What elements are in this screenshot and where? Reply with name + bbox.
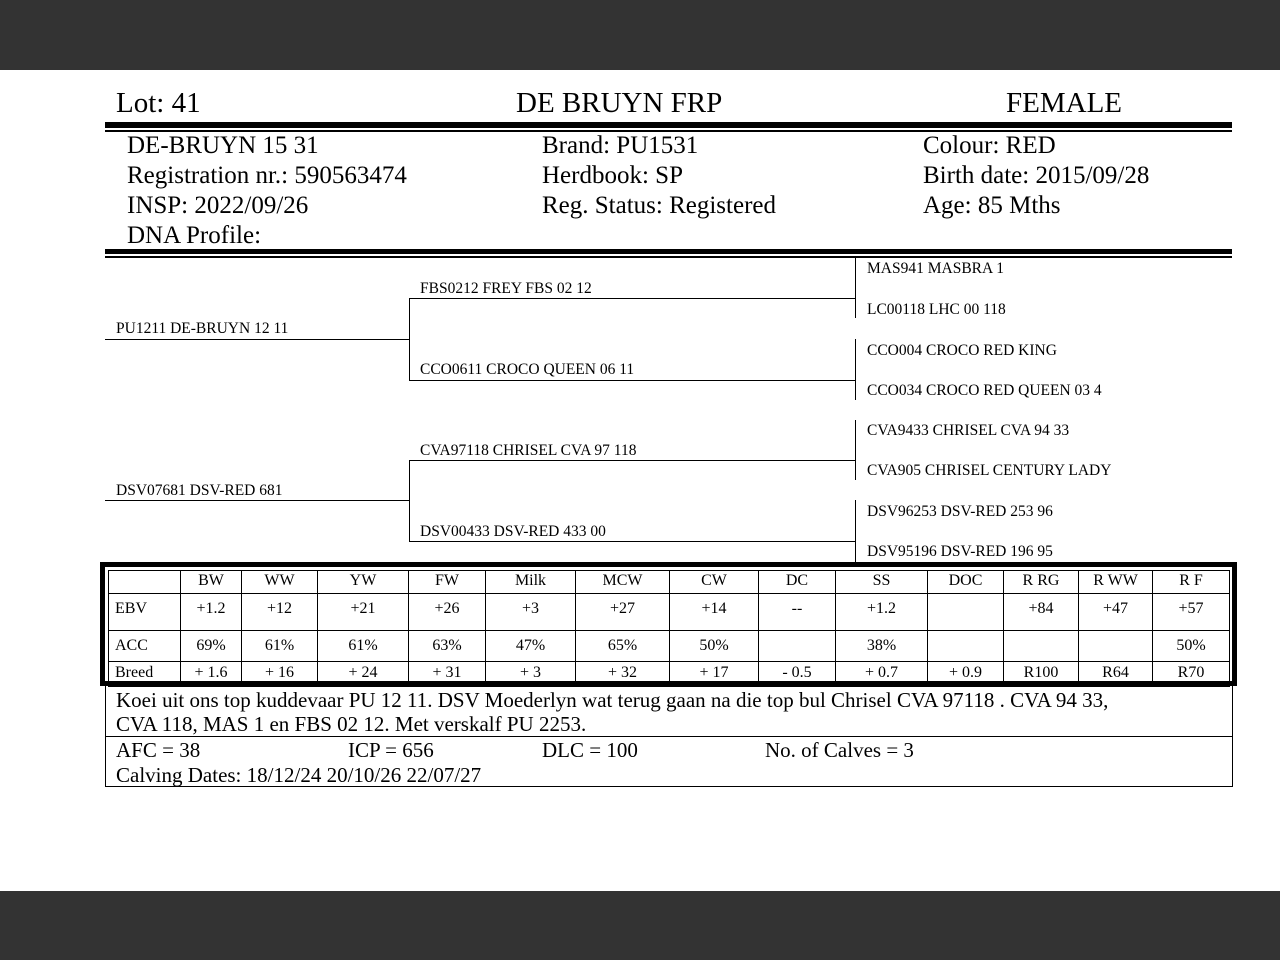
info-thick-rule <box>105 249 1232 254</box>
ebv-table <box>108 570 1230 687</box>
colour: Colour: RED <box>923 132 1056 159</box>
acc-cell: 61% <box>318 631 409 662</box>
ebv-header-cell: WW <box>242 571 318 594</box>
ebv-cell: +47 <box>1079 594 1153 631</box>
pedigree-sire: PU1211 DE-BRUYN 12 11 <box>116 320 289 337</box>
ebv-header-cell: CW <box>670 571 759 594</box>
registration-number: Registration nr.: 590563474 <box>127 162 407 189</box>
acc-cell <box>759 631 836 662</box>
brand: Brand: PU1531 <box>542 132 699 159</box>
acc-cell <box>1079 631 1153 662</box>
ebv-header-cell: MCW <box>576 571 670 594</box>
breed-cell: R100 <box>1004 662 1079 687</box>
ebv-cell: +1.2 <box>181 594 242 631</box>
ebv-cell: +1.2 <box>836 594 928 631</box>
lot-number: Lot: 41 <box>116 87 201 119</box>
ggp-connector-3 <box>855 420 856 480</box>
calving-dates: Calving Dates: 18/12/24 20/10/26 22/07/27 <box>116 763 482 787</box>
acc-cell: 50% <box>1153 631 1230 662</box>
breed-cell: + 32 <box>576 662 670 687</box>
dlc-value: DLC = 100 <box>542 738 638 762</box>
pedigree-ggp-6: CVA905 CHRISEL CENTURY LADY <box>867 462 1112 479</box>
ebv-table-box <box>100 562 1237 686</box>
ebv-row <box>109 594 1230 631</box>
ebv-cell: +27 <box>576 594 670 631</box>
acc-cell: 63% <box>409 631 486 662</box>
registration-status: Reg. Status: Registered <box>542 192 776 219</box>
ebv-cell: +12 <box>242 594 318 631</box>
breed-cell: + 16 <box>242 662 318 687</box>
acc-cell: 38% <box>836 631 928 662</box>
acc-cell: 61% <box>242 631 318 662</box>
ebv-cell: +14 <box>670 594 759 631</box>
acc-row <box>109 631 1230 662</box>
ebv-header-cell: R RG <box>1004 571 1079 594</box>
dam-connector <box>409 460 410 541</box>
pedigree-sire-sire: FBS0212 FREY FBS 02 12 <box>420 280 592 297</box>
notes-box <box>105 685 1233 787</box>
calves-count: No. of Calves = 3 <box>765 738 914 762</box>
afc-value: AFC = 38 <box>116 738 201 762</box>
comment-line-2: CVA 118, MAS 1 en FBS 02 12. Met verskalf PU 2253. <box>116 712 587 736</box>
pedigree-dam: DSV07681 DSV-RED 681 <box>116 482 283 499</box>
ebv-header-row <box>109 571 1230 594</box>
breed-cell: + 3 <box>486 662 576 687</box>
top-letterbox-bar <box>0 0 1280 70</box>
acc-cell <box>1004 631 1079 662</box>
acc-cell: 65% <box>576 631 670 662</box>
ebv-row-label: EBV <box>109 594 181 631</box>
ebv-cell: +21 <box>318 594 409 631</box>
acc-cell: 50% <box>670 631 759 662</box>
pedigree-ggp-7: DSV96253 DSV-RED 253 96 <box>867 503 1053 520</box>
pedigree-sire-dam: CCO0611 CROCO QUEEN 06 11 <box>420 361 635 378</box>
pedigree-ggp-2: LC00118 LHC 00 118 <box>867 301 1006 318</box>
ebv-header-cell: DOC <box>928 571 1004 594</box>
ebv-cell <box>928 594 1004 631</box>
sex-label: FEMALE <box>1006 87 1122 119</box>
ebv-cell: +57 <box>1153 594 1230 631</box>
ggp-connector-1 <box>855 258 856 318</box>
sire-connector <box>409 298 410 380</box>
ebv-cell: +26 <box>409 594 486 631</box>
pedigree-dam-dam: DSV00433 DSV-RED 433 00 <box>420 523 606 540</box>
acc-cell <box>928 631 1004 662</box>
ebv-cell: +3 <box>486 594 576 631</box>
ggp-connector-2 <box>855 339 856 400</box>
acc-cell: 69% <box>181 631 242 662</box>
breed-cell: + 0.7 <box>836 662 928 687</box>
herdbook: Herdbook: SP <box>542 162 683 189</box>
pedigree-ggp-8: DSV95196 DSV-RED 196 95 <box>867 543 1053 560</box>
ebv-header-cell: DC <box>759 571 836 594</box>
breed-cell: + 17 <box>670 662 759 687</box>
pedigree-ggp-5: CVA9433 CHRISEL CVA 94 33 <box>867 422 1070 439</box>
breed-cell: + 24 <box>318 662 409 687</box>
inspection-date: INSP: 2022/09/26 <box>127 192 309 219</box>
breed-cell: R70 <box>1153 662 1230 687</box>
animal-name: DE-BRUYN 15 31 <box>127 132 319 159</box>
dna-profile: DNA Profile: <box>127 222 262 249</box>
info-thin-rule <box>105 256 1232 258</box>
acc-cell: 47% <box>486 631 576 662</box>
sire-dam-line <box>409 380 856 381</box>
pedigree-ggp-1: MAS941 MASBRA 1 <box>867 260 1004 277</box>
breed-cell: + 0.9 <box>928 662 1004 687</box>
breeder-name: DE BRUYN FRP <box>516 87 723 119</box>
breed-cell: + 1.6 <box>181 662 242 687</box>
ebv-header-cell: YW <box>318 571 409 594</box>
ebv-header-cell: R WW <box>1079 571 1153 594</box>
breed-cell: + 31 <box>409 662 486 687</box>
dam-dam-line <box>409 541 856 542</box>
breed-cell: R64 <box>1079 662 1153 687</box>
bottom-letterbox-bar <box>0 891 1280 960</box>
ebv-cell: +84 <box>1004 594 1079 631</box>
ebv-header-cell: Milk <box>486 571 576 594</box>
breed-cell: - 0.5 <box>759 662 836 687</box>
dam-sire-line <box>409 460 856 461</box>
acc-row-label: ACC <box>109 631 181 662</box>
ebv-header-cell: BW <box>181 571 242 594</box>
comment-line-1: Koei uit ons top kuddevaar PU 12 11. DSV Moederlyn wat terug gaan na die top bul Chrisel CVA 97118 . CVA 94 33, <box>116 688 1109 712</box>
pedigree-ggp-3: CCO004 CROCO RED KING <box>867 342 1057 359</box>
icp-value: ICP = 656 <box>348 738 434 762</box>
ebv-header-cell <box>109 571 181 594</box>
ebv-header-cell: FW <box>409 571 486 594</box>
birth-date: Birth date: 2015/09/28 <box>923 162 1150 189</box>
dam-line <box>105 500 410 501</box>
breed-row <box>109 662 1230 687</box>
ggp-connector-4 <box>855 500 856 562</box>
age: Age: 85 Mths <box>923 192 1061 219</box>
breed-row-label: Breed <box>109 662 181 687</box>
notes-divider <box>106 736 1232 737</box>
ebv-header-cell: SS <box>836 571 928 594</box>
pedigree-ggp-4: CCO034 CROCO RED QUEEN 03 4 <box>867 382 1102 399</box>
ebv-cell: -- <box>759 594 836 631</box>
sire-line <box>105 339 410 340</box>
pedigree-dam-sire: CVA97118 CHRISEL CVA 97 118 <box>420 442 637 459</box>
sire-sire-line <box>409 298 856 299</box>
ebv-header-cell: R F <box>1153 571 1230 594</box>
header-thick-rule <box>105 122 1232 128</box>
